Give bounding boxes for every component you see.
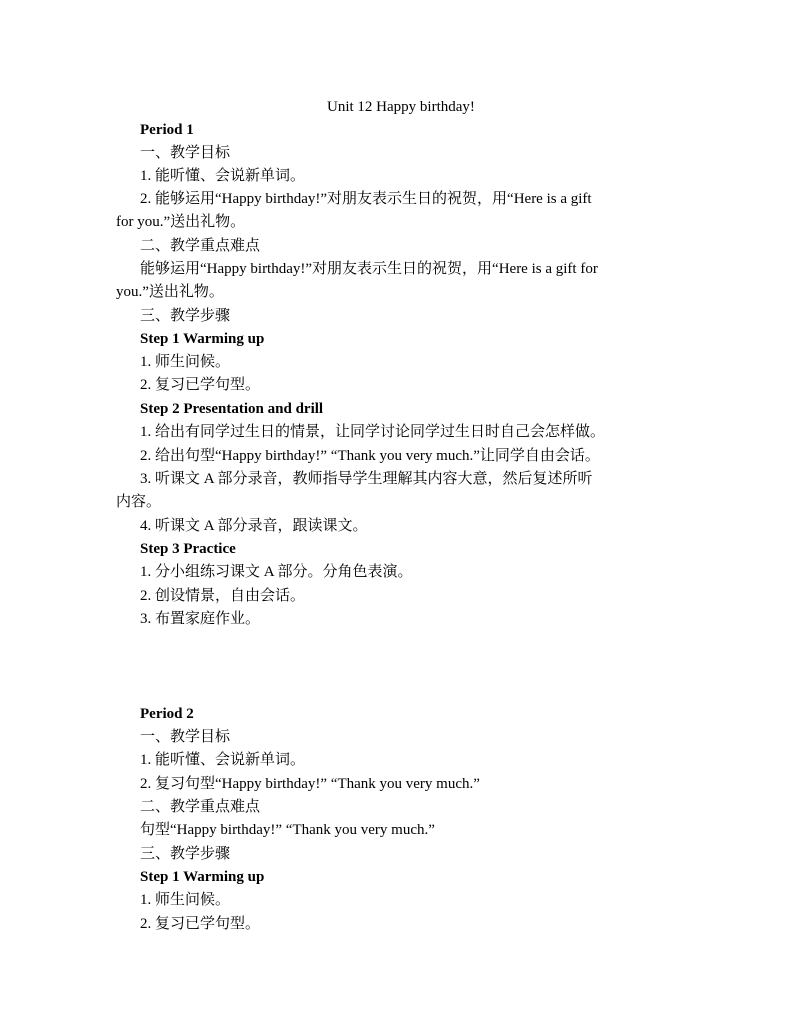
period-1-key-points-heading: 二、教学重点难点: [140, 238, 261, 254]
period-1-step-2-item-1: 1. 给出有同学过生日的情景，让同学讨论同学过生日时自己会怎样做。: [140, 424, 606, 440]
period-1-heading: Period 1: [140, 122, 194, 138]
period-1-step-3-heading: Step 3 Practice: [140, 541, 236, 557]
period-2-key-points-heading: 二、教学重点难点: [140, 799, 261, 815]
period-2-objective-2: 2. 复习句型“Happy birthday!” “Thank you very much.”: [140, 776, 480, 792]
period-1-key-points-line-1: 能够运用“Happy birthday!”对朋友表示生日的祝贺，用“Here is a gift for: [140, 261, 598, 277]
period-1-objectives-heading: 一、教学目标: [140, 145, 231, 161]
period-1-step-2-item-2: 2. 给出句型“Happy birthday!” “Thank you very much.”让同学自由会话。: [140, 448, 600, 464]
period-1-step-3-item-3: 3. 布置家庭作业。: [140, 611, 261, 627]
period-1-step-1-heading: Step 1 Warming up: [140, 331, 265, 347]
period-2-step-1-item-1: 1. 师生问候。: [140, 892, 231, 908]
period-2-key-points: 句型“Happy birthday!” “Thank you very much.”: [140, 822, 435, 838]
period-1-step-2-item-3-line-2: 内容。: [116, 494, 162, 510]
period-2-heading: Period 2: [140, 706, 194, 722]
period-1-key-points-line-2: you.”送出礼物。: [116, 284, 224, 300]
period-1-objective-1: 1. 能听懂、会说新单词。: [140, 168, 306, 184]
period-1-step-1-item-1: 1. 师生问候。: [140, 354, 231, 370]
period-2-steps-heading: 三、教学步骤: [140, 846, 231, 862]
period-2-objective-1: 1. 能听懂、会说新单词。: [140, 752, 306, 768]
period-1-step-3-item-1: 1. 分小组练习课文 A 部分。分角色表演。: [140, 564, 413, 580]
period-1-objective-2-line-1: 2. 能够运用“Happy birthday!”对朋友表示生日的祝贺，用“Here is a gift: [140, 191, 592, 207]
period-1-step-2-item-3-line-1: 3. 听课文 A 部分录音，教师指导学生理解其内容大意，然后复述所听: [140, 471, 593, 487]
period-1-objective-2-line-2: for you.”送出礼物。: [116, 214, 246, 230]
period-2-step-1-heading: Step 1 Warming up: [140, 869, 265, 885]
period-1-step-2-item-4: 4. 听课文 A 部分录音，跟读课文。: [140, 518, 368, 534]
document-title: Unit 12 Happy birthday!: [327, 99, 475, 115]
period-1-steps-heading: 三、教学步骤: [140, 308, 231, 324]
period-1-step-1-item-2: 2. 复习已学句型。: [140, 377, 261, 393]
period-1-step-3-item-2: 2. 创设情景，自由会话。: [140, 588, 306, 604]
period-2-step-1-item-2: 2. 复习已学句型。: [140, 916, 261, 932]
period-2-objectives-heading: 一、教学目标: [140, 729, 231, 745]
period-1-step-2-heading: Step 2 Presentation and drill: [140, 401, 324, 417]
